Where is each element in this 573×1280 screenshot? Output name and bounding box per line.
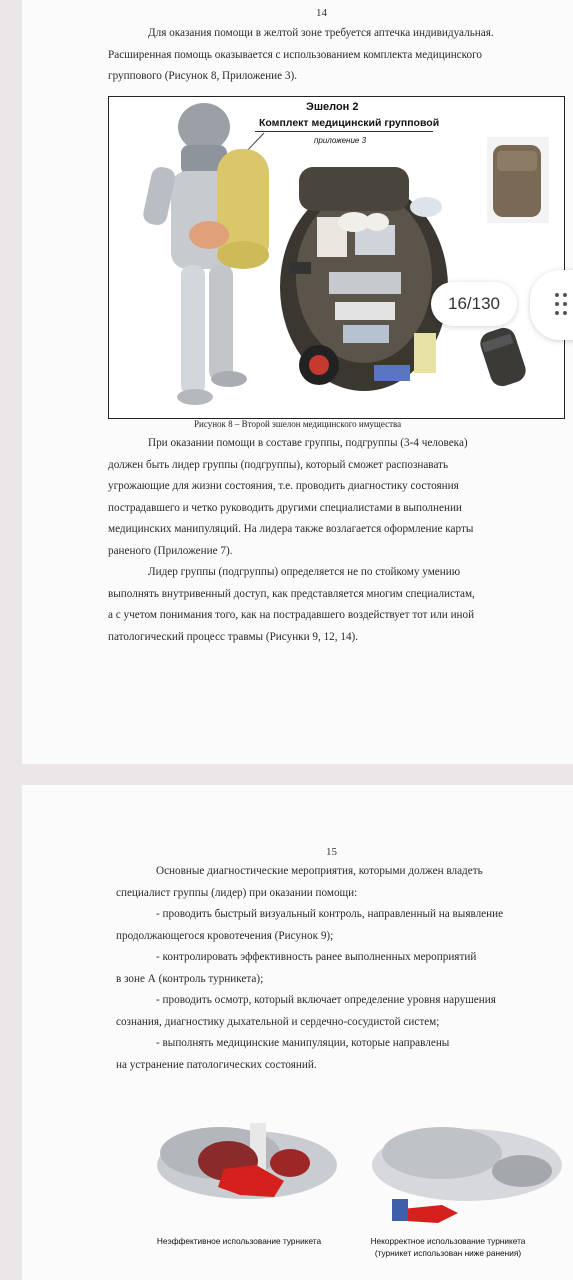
- figure-caption: Рисунок 8 – Второй эшелон медицинского имущества: [194, 419, 402, 429]
- document-page-14: [22, 0, 573, 764]
- figure-left-caption: Неэффективное использование турникета: [156, 1236, 322, 1246]
- figure-note: приложение 3: [314, 136, 367, 145]
- figure-subheading: Комплект медицинский групповой: [259, 117, 440, 129]
- drag-handle-icon[interactable]: [555, 293, 569, 317]
- document-page-15: [22, 785, 573, 1280]
- right-illustration: [372, 1127, 562, 1223]
- rolled-tourniquet: [477, 325, 529, 389]
- figure-heading: Эшелон 2: [306, 101, 359, 113]
- left-illustration: [157, 1123, 337, 1199]
- diagnostics-text: Основные диагностические мероприятия, которыми должен владеть специалист группы (лидер) при оказании помощи: - проводить быстрый визуальный контроль, направленный на выявление продолжающегося кровотечения (Рисунок 9); - контролировать эффективность ранее выполненных мероприятий в зоне А (контроль турникета); - проводить осмотр, который включает определение уровня нарушения сознания, диагностику дыхательной и сердечно-сосудистой систем; - выполнять медицинские манипуляции, которые направлены на устранение патологических состояний.: [116, 865, 504, 1071]
- figure-illustration: [109, 97, 564, 418]
- figure-right-caption-line1: Некорректное использование турникета: [370, 1236, 526, 1246]
- intro-text: Для оказания помощи в желтой зоне требуется аптечка индивидуальная. Расширенная помощь оказывается с использованием комплекта медицинского группового (Рисунок 8, Приложение 3).: [108, 27, 494, 82]
- paragraph-leader: При оказании помощи в составе группы, подгруппы (3-4 человека) должен быть лидер группы (подгруппы), который сможет распознавать угрожающие для жизни состояния, т.е. проводить диагностику состояния пострадавшего и четко руководить другими специалистами в выполнении медицинских манипуляций. На лидера также возлагается оформление карты раненого (Приложение 7). Лидер группы (подгруппы) определяется не по стойкому умению выполнять внутривенный доступ, как представляется многим специалистам, а с учетом понимания того, как на пострадавшего воздействует тот или иной патологический процесс травмы (Рисунки 9, 12, 14).: [108, 437, 475, 643]
- page-counter: 16/130: [431, 282, 517, 326]
- page-number: 14: [316, 7, 327, 19]
- figure-8-kit: [108, 96, 565, 419]
- page-number: 15: [326, 846, 337, 858]
- figure-right-caption-line2: (турникет использован ниже ранения): [374, 1248, 522, 1258]
- medical-kit-bag: [280, 167, 448, 391]
- pouch-photo: [487, 137, 549, 223]
